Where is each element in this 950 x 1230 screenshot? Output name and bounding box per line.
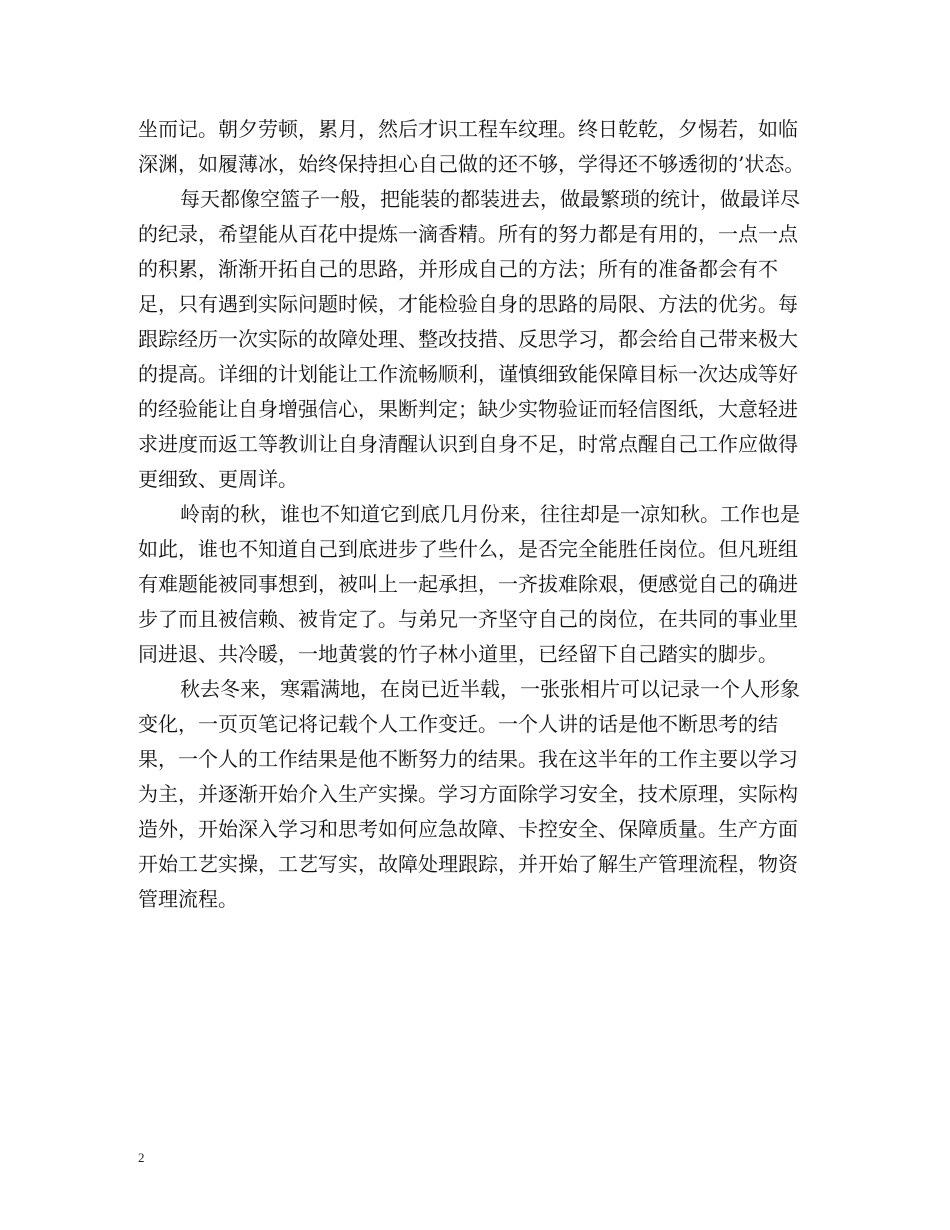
paragraph-continuation: 坐而记。朝夕劳顿，累月，然后才识工程车纹理。终日乾乾，夕惕若，如临深渊，如履薄冰，始终保持担心自己做的还不够，学得还不够透彻的’状态。	[138, 117, 805, 176]
paragraph: 每天都像空篮子一般，把能装的都装进去，做最繁琐的统计，做最详尽的纪录，希望能从百花中提炼一滴香精。所有的努力都是有用的，一点一点的积累，渐渐开拓自己的思路，并形成自己的方法；所有的准备都会有不足，只有遇到实际问题时候，才能检验自身的思路的局限、方法的优劣。每跟踪经历一次实际的故障处理、整改技措、反思学习，都会给自己带来极大的提高。详细的计划能让工作流畅顺利，谨慎细致能保障目标一次达成等好的经验能让自身增强信心，果断判定；缺少实物验证而轻信图纸，大意轻进求进度而返工等教训让自身清醒认识到自身不足，时常点醒自己工作应做得更细致、更周详。	[138, 187, 800, 491]
body-text	[138, 112, 814, 917]
page-number: 2	[138, 1150, 145, 1165]
paragraph: 岭南的秋，谁也不知道它到底几月份来，往往却是一凉知秋。工作也是如此，谁也不知道自己到底进步了些什么，是否完全能胜任岗位。但凡班组有难题能被同事想到，被叫上一起承担，一齐拔难除艰，便感觉自己的确进步了而且被信赖、被肯定了。与弟兄一齐坚守自己的岗位，在共同的事业里同进退、共冷暖，一地黄裳的竹子林小道里，已经留下自己踏实的脚步。	[138, 502, 800, 666]
paragraph: 秋去冬来，寒霜满地，在岗已近半载，一张张相片可以记录一个人形象变化，一页页笔记将记载个人工作变迁。一个人讲的话是他不断思考的结果，一个人的工作结果是他不断努力的结果。我在这半年的工作主要以学习为主，并逐渐开始介入生产实操。学习方面除学习安全，技术原理，实际构造外，开始深入学习和思考如何应急故障、卡控安全、保障质量。生产方面开始工艺实操，工艺写实，故障处理跟踪，并开始了解生产管理流程，物资管理流程。	[138, 677, 800, 911]
